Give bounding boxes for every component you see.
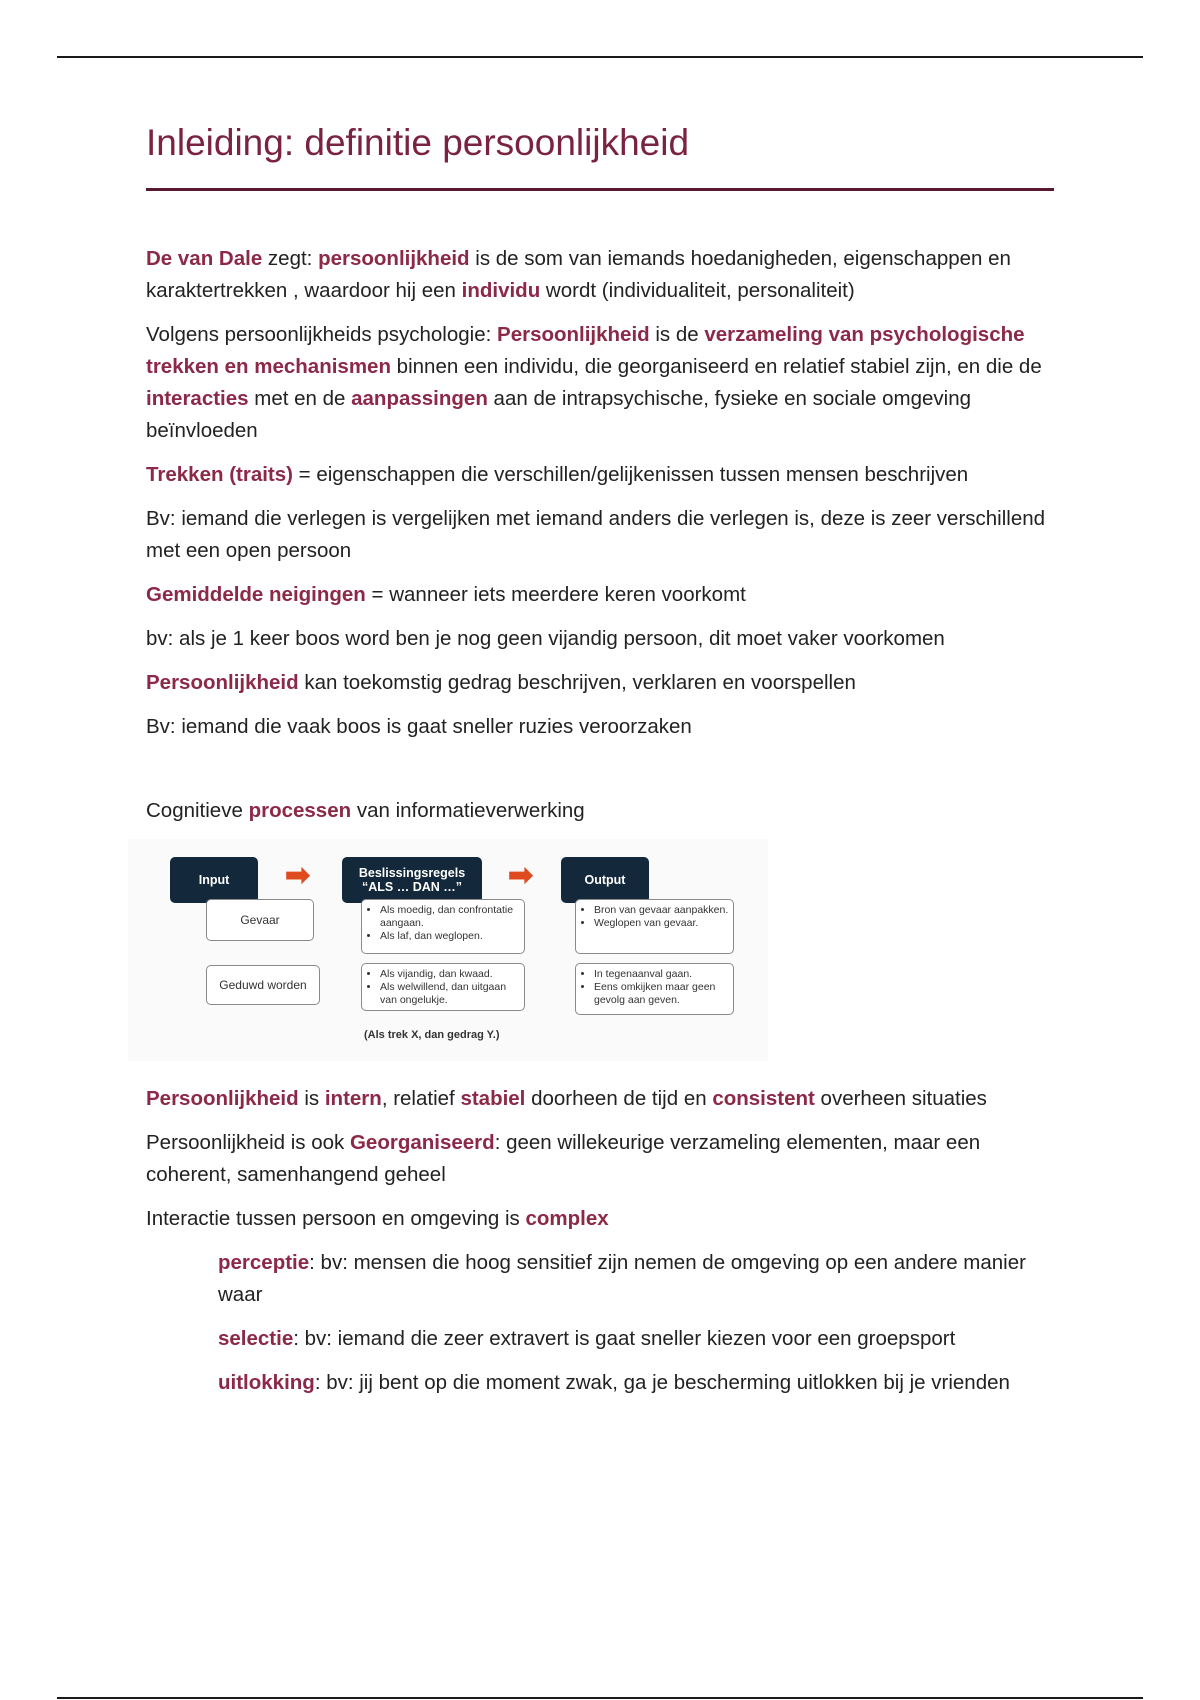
diagram-rules-geduwd: • Als vijandig, dan kwaad. • Als welwillend, dan uitgaan van ongelukje. bbox=[361, 963, 525, 1011]
diagram-rules-header: Beslissingsregels “ALS … DAN …” bbox=[342, 857, 482, 903]
information-processing-diagram bbox=[128, 839, 768, 1061]
page-top-rule bbox=[57, 56, 1143, 58]
page-bottom-rule bbox=[57, 1697, 1143, 1699]
spacer bbox=[146, 755, 1054, 795]
diagram-input-header: Input bbox=[170, 857, 258, 903]
paragraph-interactie: Interactie tussen persoon en omgeving is complex bbox=[146, 1207, 609, 1230]
paragraph-cognitieve-processen: Cognitieve processen van informatieverwerking bbox=[146, 799, 585, 822]
document-content bbox=[146, 118, 1054, 1411]
diagram-output-geduwd: • In tegenaanval gaan. • Eens omkijken maar geen gevolg aan geven. bbox=[575, 963, 734, 1015]
page-title: Inleiding: definitie persoonlijkheid bbox=[146, 122, 690, 163]
paragraph-uitlokking: uitlokking: bv: jij bent op die moment zwak, ga je bescherming uitlokken bij je vrienden bbox=[218, 1371, 1010, 1394]
paragraph-voorbeeld-verlegen: Bv: iemand die verlegen is vergelijken met iemand anders die verlegen is, deze is zeer verschillend met een open persoon bbox=[146, 507, 1046, 562]
document-body bbox=[146, 243, 1054, 1399]
paragraph-trekken: Trekken (traits) = eigenschappen die verschillen/gelijkenissen tussen mensen beschrijven bbox=[146, 463, 969, 486]
arrow-right-icon: ➡ bbox=[285, 859, 311, 892]
paragraph-gemiddelde-neigingen: Gemiddelde neigingen = wanneer iets meerdere keren voorkomt bbox=[146, 583, 746, 606]
diagram-input-geduwd: Geduwd worden bbox=[206, 965, 320, 1005]
paragraph-voorbeeld-ruzies: Bv: iemand die vaak boos is gaat sneller ruzies veroorzaken bbox=[146, 715, 692, 738]
diagram-rules-gevaar: • Als moedig, dan confrontatie aangaan. • Als laf, dan weglopen. bbox=[361, 899, 525, 954]
paragraph-psychologie-definitie: Volgens persoonlijkheids psychologie: Persoonlijkheid is de verzameling van psychologische trekken en mechanismen binnen een individu, die georganiseerd en relatief stabiel zijn, en die de interacties met en de aanpassingen aan de intrapsychische, fysieke en sociale omgeving beïnvloeden bbox=[146, 323, 1042, 442]
diagram-caption: (Als trek X, dan gedrag Y.) bbox=[364, 1029, 500, 1041]
diagram-output-header: Output bbox=[561, 857, 649, 903]
arrow-right-icon: ➡ bbox=[508, 859, 534, 892]
diagram-output-gevaar: • Bron van gevaar aanpakken. • Weglopen van gevaar. bbox=[575, 899, 734, 954]
paragraph-selectie: selectie: bv: iemand die zeer extravert is gaat sneller kiezen voor een groepsport bbox=[218, 1327, 956, 1350]
paragraph-van-dale: De van Dale zegt: persoonlijkheid is de som van iemands hoedanigheden, eigenschappen en karaktertrekken , waardoor hij een individu wordt (individualiteit, personaliteit) bbox=[146, 247, 1011, 302]
paragraph-georganiseerd: Persoonlijkheid is ook Georganiseerd: geen willekeurige verzameling elementen, maar een coherent, samenhangend geheel bbox=[146, 1131, 981, 1186]
paragraph-toekomstig-gedrag: Persoonlijkheid kan toekomstig gedrag beschrijven, verklaren en voorspellen bbox=[146, 671, 856, 694]
title-underline bbox=[146, 188, 1054, 191]
paragraph-perceptie: perceptie: bv: mensen die hoog sensitief zijn nemen de omgeving op een andere manier waar bbox=[218, 1251, 1026, 1306]
paragraph-intern-stabiel: Persoonlijkheid is intern, relatief stabiel doorheen de tijd en consistent overheen situaties bbox=[146, 1087, 987, 1110]
diagram-input-gevaar: Gevaar bbox=[206, 899, 314, 941]
paragraph-voorbeeld-boos: bv: als je 1 keer boos word ben je nog geen vijandig persoon, dit moet vaker voorkomen bbox=[146, 627, 945, 650]
